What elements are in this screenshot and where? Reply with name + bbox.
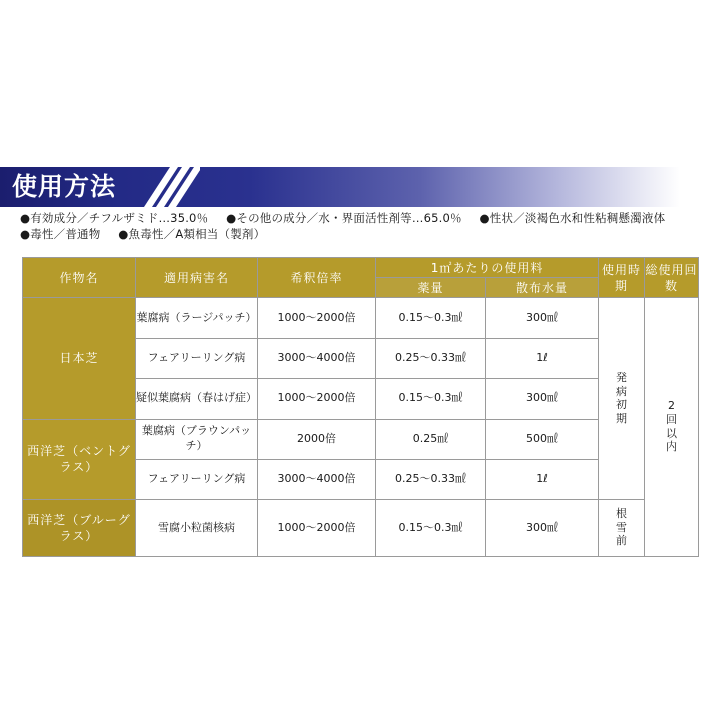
section-title: 使用方法 [12, 172, 117, 201]
section-banner [0, 167, 720, 207]
row-4-water: 500㎖ [486, 419, 599, 459]
row-2-water: 1ℓ [486, 338, 599, 378]
header-water: 散布水量 [486, 278, 599, 298]
toxicity: ●毒性／普通物 [20, 227, 101, 241]
crop-bluegrass: 西洋芝（ブルーグラス） [23, 500, 136, 557]
row-3-disease: 疑似葉腐病（春はげ症） [136, 379, 258, 419]
row-4-amount: 0.25㎖ [376, 419, 486, 459]
timing-before-snow-text: 根雪前 [616, 506, 628, 548]
timing-early [599, 298, 645, 500]
header-count: 総使用回数 [645, 258, 699, 298]
header-dilution: 希釈倍率 [258, 258, 376, 298]
properties: ●性状／淡褐色水和性粘稠懸濁液体 [479, 211, 666, 225]
row-4-disease: 葉腐病（ブラウンパッチ） [136, 419, 258, 459]
crop-japanese-grass: 日本芝 [23, 298, 136, 419]
header-per-sqm: 1㎡あたりの使用料 [376, 258, 599, 278]
stripe-decoration [140, 167, 200, 207]
timing-before-snow [599, 500, 645, 557]
row-5-dilution: 3000～4000倍 [258, 459, 376, 499]
row-1-amount: 0.15～0.3㎖ [376, 298, 486, 338]
row-2-disease: フェアリーリング病 [136, 338, 258, 378]
row-1-disease: 葉腐病（ラージパッチ） [136, 298, 258, 338]
row-3-water: 300㎖ [486, 379, 599, 419]
row-6-dilution: 1000～2000倍 [258, 500, 376, 557]
total-count [645, 298, 699, 557]
row-1-water: 300㎖ [486, 298, 599, 338]
active-ingredient: ●有効成分／チフルザミド…35.0％ [20, 211, 209, 225]
row-4-dilution: 2000倍 [258, 419, 376, 459]
row-5-amount: 0.25～0.33㎖ [376, 459, 486, 499]
total-count-text: 2回以内 [666, 399, 678, 454]
timing-early-text: 発病初期 [616, 370, 628, 426]
row-2-dilution: 3000～4000倍 [258, 338, 376, 378]
row-2-amount: 0.25～0.33㎖ [376, 338, 486, 378]
header-disease: 適用病害名 [136, 258, 258, 298]
row-5-water: 1ℓ [486, 459, 599, 499]
row-3-dilution: 1000～2000倍 [258, 379, 376, 419]
header-amount: 薬量 [376, 278, 486, 298]
row-6-amount: 0.15～0.3㎖ [376, 500, 486, 557]
product-info-line-1 [20, 210, 679, 226]
row-6-water: 300㎖ [486, 500, 599, 557]
row-1-dilution: 1000～2000倍 [258, 298, 376, 338]
row-6-disease: 雪腐小粒菌核病 [136, 500, 258, 557]
header-crop: 作物名 [23, 258, 136, 298]
usage-table [22, 257, 699, 557]
header-timing: 使用時期 [599, 258, 645, 298]
fish-toxicity: ●魚毒性／A類相当（製剤） [118, 227, 266, 241]
row-5-disease: フェアリーリング病 [136, 459, 258, 499]
row-3-amount: 0.15～0.3㎖ [376, 379, 486, 419]
other-ingredients: ●その他の成分／水・界面活性剤等…65.0％ [226, 211, 462, 225]
product-info-line-2 [20, 226, 279, 242]
crop-bentgrass: 西洋芝（ベントグラス） [23, 419, 136, 500]
